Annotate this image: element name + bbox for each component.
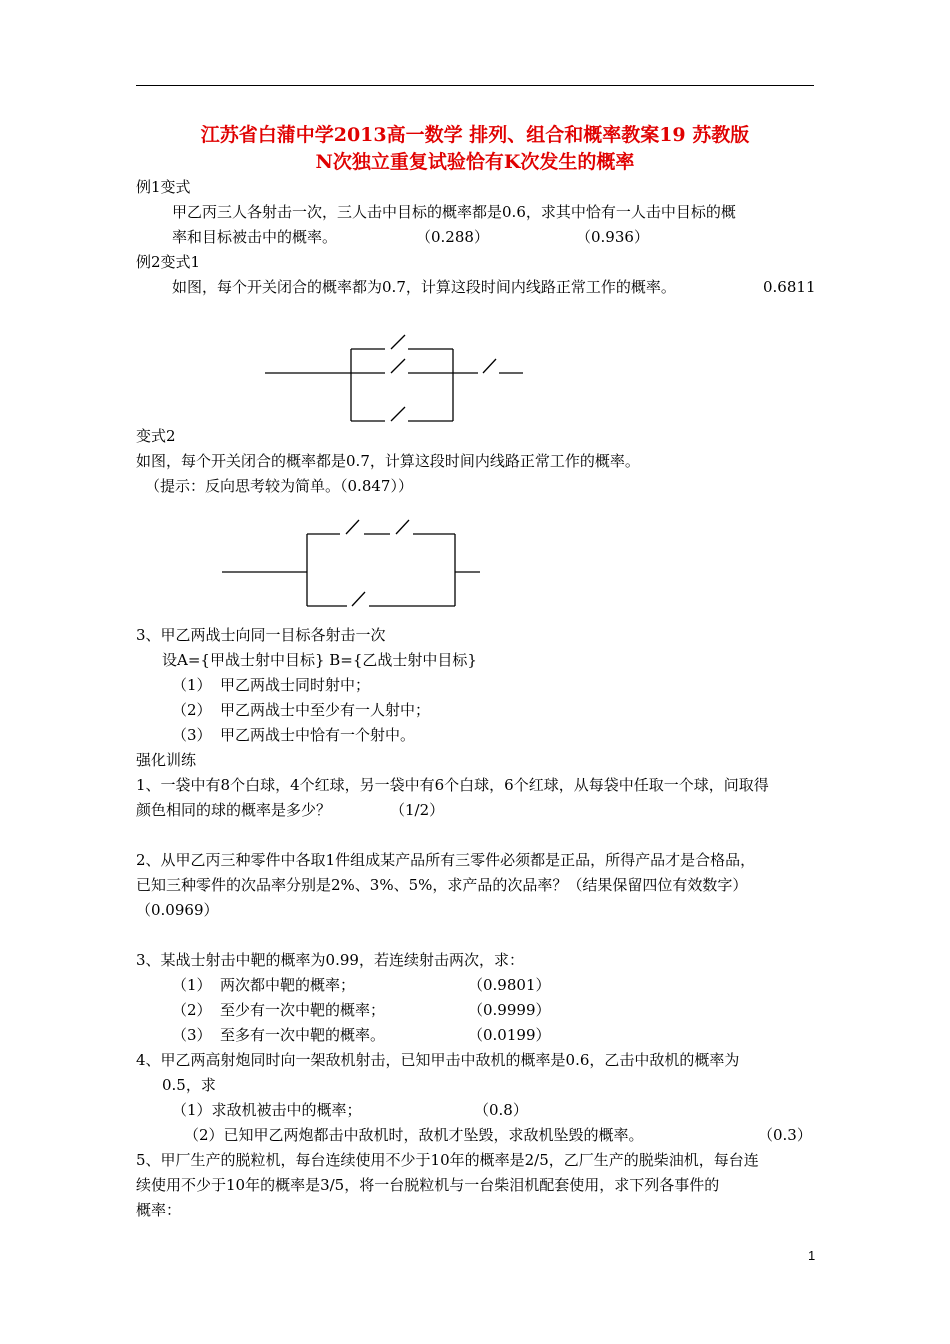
drill-heading: 强化训练 [136, 751, 197, 769]
drill-p5-line2: 续使用不少于10年的概率是3/5，将一台脱粒机与一台柴泪机配套使用，求下列各事件的 [136, 1176, 720, 1194]
q3-text: 3、甲乙两战士向同一目标各射击一次 [136, 626, 386, 644]
q3-item-1-num: （1） [172, 676, 212, 694]
var2-hint: （提示：反向思考较为简单。（0.847）） [145, 477, 413, 495]
drill-p3-item-3-num: （3） [172, 1026, 212, 1044]
drill-p3-item-1-answer: （0.9801） [468, 976, 551, 994]
drill-p4-sub1-answer: （0.8） [474, 1101, 528, 1119]
switch-7 [352, 592, 365, 606]
ex2-text: 如图，每个开关闭合的概率都为0.7，计算这段时间内线路正常工作的概率。 [172, 278, 676, 296]
drill-p4-sub2: （2）已知甲乙两炮都击中敌机时，敌机才坠毁，求敌机坠毁的概率。 [184, 1126, 644, 1144]
drill-p1-line2: 颜色相同的球的概率是多少？ [136, 801, 332, 819]
drill-p1-line1: 1、一袋中有8个白球，4个红球，另一袋中有6个白球，6个红球，从每袋中任取一个球，问取得 [136, 776, 769, 794]
switch-5 [346, 520, 359, 534]
ex2-answer: 0.6811 [763, 278, 816, 296]
drill-p4-sub1: （1）求敌机被击中的概率； [172, 1101, 362, 1119]
var2-text: 如图，每个开关闭合的概率都是0.7，计算这段时间内线路正常工作的概率。 [136, 452, 640, 470]
drill-p5-line3: 概率： [136, 1201, 182, 1219]
ex1-answer-1: （0.288） [416, 228, 489, 246]
drill-p2-line1: 2、从甲乙丙三种零件中各取1件组成某产品所有三零件必须都是正品，所得产品才是合格品， [136, 851, 756, 869]
document-title: 江苏省白蒲中学2013高一数学 排列、组合和概率教案19 苏教版 [200, 124, 750, 146]
drill-p3-item-3-text: 至多有一次中靶的概率。 [220, 1026, 386, 1044]
ex1-text-line1: 甲乙丙三人各射击一次，三人击中目标的概率都是0.6，求其中恰有一人击中目标的概 [172, 203, 736, 221]
q3-item-1-text: 甲乙两战士同时射中； [220, 676, 371, 694]
switch-6 [396, 520, 409, 534]
drill-p2-answer: （0.0969） [136, 901, 219, 919]
drill-p3-item-1-num: （1） [172, 976, 212, 994]
q3-item-2-num: （2） [172, 701, 212, 719]
document-subtitle: N次独立重复试验恰有K次发生的概率 [315, 151, 635, 173]
drill-p4-line2: 0.5，求 [162, 1076, 216, 1094]
q3-definition: 设A={甲战士射中目标} B={乙战士射中目标} [162, 651, 477, 669]
drill-p4-sub2-answer: （0.3） [758, 1126, 812, 1144]
drill-p5-line1: 5、甲厂生产的脱粒机，每台连续使用不少于10年的概率是2/5，乙厂生产的脱柴油机，每台连 [136, 1151, 759, 1169]
drill-p1-answer: （1/2） [390, 801, 445, 819]
var2-heading: 变式2 [136, 427, 176, 445]
ex2-heading: 例2变式1 [136, 253, 201, 271]
ex1-text-line2: 率和目标被击中的概率。 [172, 228, 338, 246]
ex1-answer-2: （0.936） [576, 228, 649, 246]
drill-p4-line1: 4、甲乙两高射炮同时向一架敌机射击，已知甲击中敌机的概率是0.6，乙击中敌机的概率为 [136, 1051, 740, 1069]
page-number: 1 [808, 1248, 816, 1263]
q3-item-2-text: 甲乙两战士中至少有一人射中； [220, 701, 431, 719]
drill-p3-item-2-text: 至少有一次中靶的概率； [220, 1001, 386, 1019]
drill-p2-line2: 已知三种零件的次品率分别是2%、3%、5%，求产品的次品率？（结果保留四位有效数字） [136, 876, 748, 894]
drill-p3-item-2-num: （2） [172, 1001, 212, 1019]
drill-p3-item-3-answer: （0.0199） [468, 1026, 551, 1044]
drill-p3-item-2-answer: （0.9999） [468, 1001, 551, 1019]
ex1-heading: 例1变式 [136, 178, 191, 196]
q3-item-3-num: （3） [172, 726, 212, 744]
drill-p3-line1: 3、某战士射击中靶的概率为0.99，若连续射击两次，求： [136, 951, 524, 969]
q3-item-3-text: 甲乙两战士中恰有一个射中。 [220, 726, 416, 744]
drill-p3-item-1-text: 两次都中靶的概率； [220, 976, 356, 994]
